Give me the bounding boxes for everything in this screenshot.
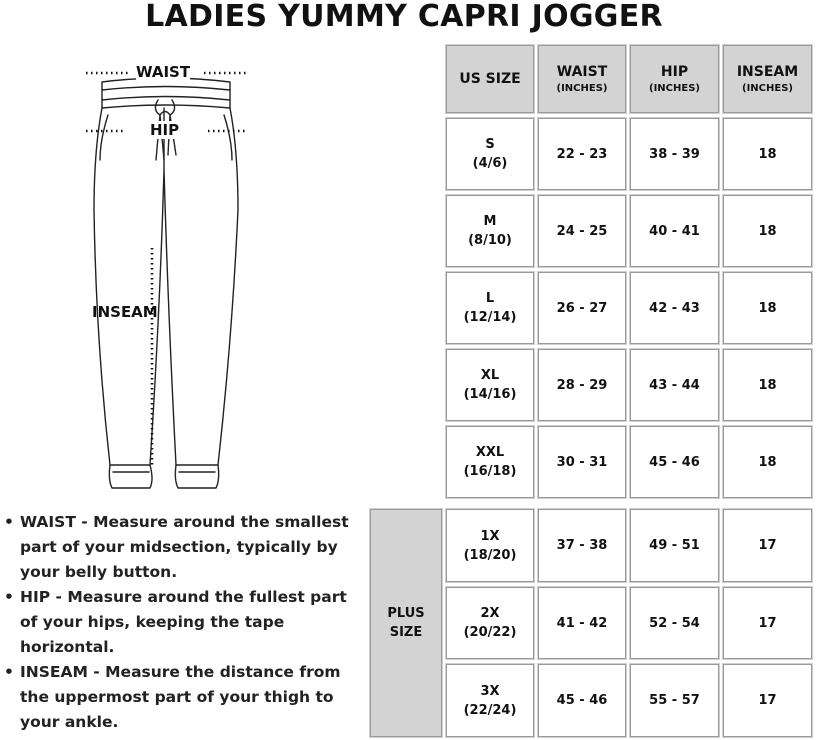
waist-label: WAIST xyxy=(136,63,191,81)
waist-cell: 30 - 31 xyxy=(538,426,626,498)
note-hip: • HIP - Measure around the fullest part of your hips, keeping the tape horizontal. xyxy=(4,585,364,660)
hip-cell: 43 - 44 xyxy=(630,349,719,421)
hip-label: HIP xyxy=(150,121,180,139)
hip-cell: 42 - 43 xyxy=(630,272,719,344)
size-cell: 3X (22/24) xyxy=(446,664,534,737)
header-waist: WAIST (INCHES) xyxy=(538,45,626,113)
hip-cell: 52 - 54 xyxy=(630,587,719,659)
measurement-notes xyxy=(4,510,364,735)
inseam-cell: 18 xyxy=(723,118,812,190)
inseam-cell: 18 xyxy=(723,349,812,421)
inseam-cell: 18 xyxy=(723,195,812,267)
note-inseam: • INSEAM - Measure the distance from the uppermost part of your thigh to your ankle. xyxy=(4,660,364,735)
size-cell: 2X (20/22) xyxy=(446,587,534,659)
waist-cell: 28 - 29 xyxy=(538,349,626,421)
plus-size-label: PLUS SIZE xyxy=(370,509,442,737)
inseam-cell: 18 xyxy=(723,272,812,344)
size-cell: 1X (18/20) xyxy=(446,509,534,582)
inseam-label: INSEAM xyxy=(92,303,158,321)
size-cell: M (8/10) xyxy=(446,195,534,267)
size-cell: XXL (16/18) xyxy=(446,426,534,498)
inseam-cell: 17 xyxy=(723,587,812,659)
header-us-size: US SIZE xyxy=(446,45,534,113)
waist-cell: 45 - 46 xyxy=(538,664,626,737)
waist-cell: 22 - 23 xyxy=(538,118,626,190)
waist-cell: 41 - 42 xyxy=(538,587,626,659)
size-cell: L (12/14) xyxy=(446,272,534,344)
waist-cell: 24 - 25 xyxy=(538,195,626,267)
inseam-cell: 17 xyxy=(723,664,812,737)
inseam-cell: 17 xyxy=(723,509,812,582)
size-cell: S (4/6) xyxy=(446,118,534,190)
size-cell: XL (14/16) xyxy=(446,349,534,421)
header-hip: HIP (INCHES) xyxy=(630,45,719,113)
inseam-cell: 18 xyxy=(723,426,812,498)
page-title: LADIES YUMMY CAPRI JOGGER xyxy=(145,0,663,34)
jogger-diagram xyxy=(80,60,260,500)
note-waist: • WAIST - Measure around the smallest part of your midsection, typically by your belly button. xyxy=(4,510,364,585)
hip-cell: 45 - 46 xyxy=(630,426,719,498)
header-inseam: INSEAM (INCHES) xyxy=(723,45,812,113)
waist-cell: 37 - 38 xyxy=(538,509,626,582)
hip-cell: 40 - 41 xyxy=(630,195,719,267)
hip-cell: 49 - 51 xyxy=(630,509,719,582)
hip-cell: 38 - 39 xyxy=(630,118,719,190)
hip-cell: 55 - 57 xyxy=(630,664,719,737)
waist-cell: 26 - 27 xyxy=(538,272,626,344)
